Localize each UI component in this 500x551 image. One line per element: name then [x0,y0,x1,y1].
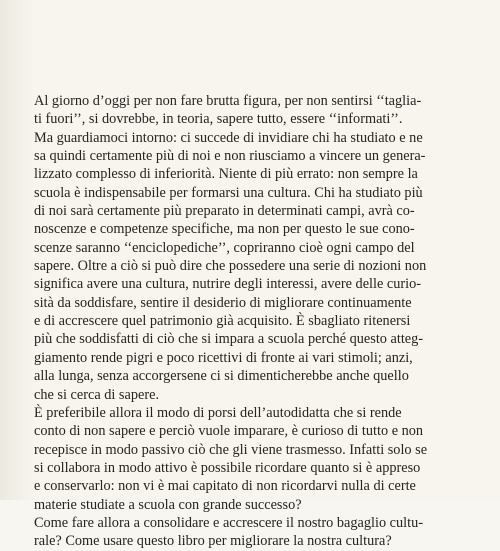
text-line: significa avere una cultura, nutrire degli interessi, avere delle curio- [34,276,422,293]
page-edge-shadow [0,0,34,500]
text-line: recepisce in modo passivo ciò che gli viene trasmesso. Infatti solo se [34,441,428,458]
text-line: È preferibile allora il modo di porsi dell’autodidatta che si rende [34,404,402,421]
text-line: sità da soddisfare, sentire il desiderio di migliorare continuamente [34,294,412,311]
text-line: ti fuori’’, si dovrebbe, in teoria, sapere tutto, essere ‘‘informati’’. [34,111,403,128]
text-line: conto di non sapere e perciò vuole imparare, è curioso di tutto e non [34,423,424,440]
text-line: rale? Come usare questo libro per migliorare la nostra cultura? [34,533,392,550]
text-line: alla lunga, senza accorgersene ci si dimenticherebbe anche quello [34,368,409,385]
text-line: materie studiate a scuola con grande successo? [34,496,302,513]
text-line: più che soddisfatti di ciò che si impara a scuola perché questo atteg- [34,331,424,348]
text-line: Ma guardiamoci intorno: ci succede di invidiare chi ha studiato e ne [34,129,423,146]
text-line: Come fare allora a consolidare e accrescere il nostro bagaglio cultu- [34,514,424,531]
text-line: lizzato complesso di inferiorità. Niente di più errato: non sempre la [34,166,418,183]
text-line: che si cerca di sapere. [34,386,160,403]
text-line: giamento rende pigri e poco ricettivi di fronte ai vari stimoli; anzi, [34,349,413,366]
text-line: e conservarlo: non vi è mai capitato di non ricordarvi nulla di certe [34,478,416,495]
text-line: e di accrescere quel patrimonio già acquisito. È sbagliato ritenersi [34,313,411,330]
text-line: Al giorno d’oggi per non fare brutta figura, per non sentirsi ‘‘taglia- [34,93,422,109]
text-line: si collabora in modo attivo è possibile ricordare quanto si è appreso [34,459,421,476]
body-text [34,92,467,550]
text-line: di noi sarà certamente più preparato in determinati campi, avrà co- [34,203,415,220]
text-line: scenze saranno ‘‘enciclopediche’’, copriranno cioè ogni campo del [34,239,415,256]
text-line: sapere. Oltre a ciò si può dire che possedere una serie di nozioni non [34,258,427,275]
text-line: sa quindi certamente più di noi e non riusciamo a vincere un genera- [34,148,426,165]
text-line: noscenze e competenze specifiche, ma non per questo le sue cono- [34,221,415,238]
text-line: scuola è indispensabile per formarsi una cultura. Chi ha studiato più [34,184,423,201]
